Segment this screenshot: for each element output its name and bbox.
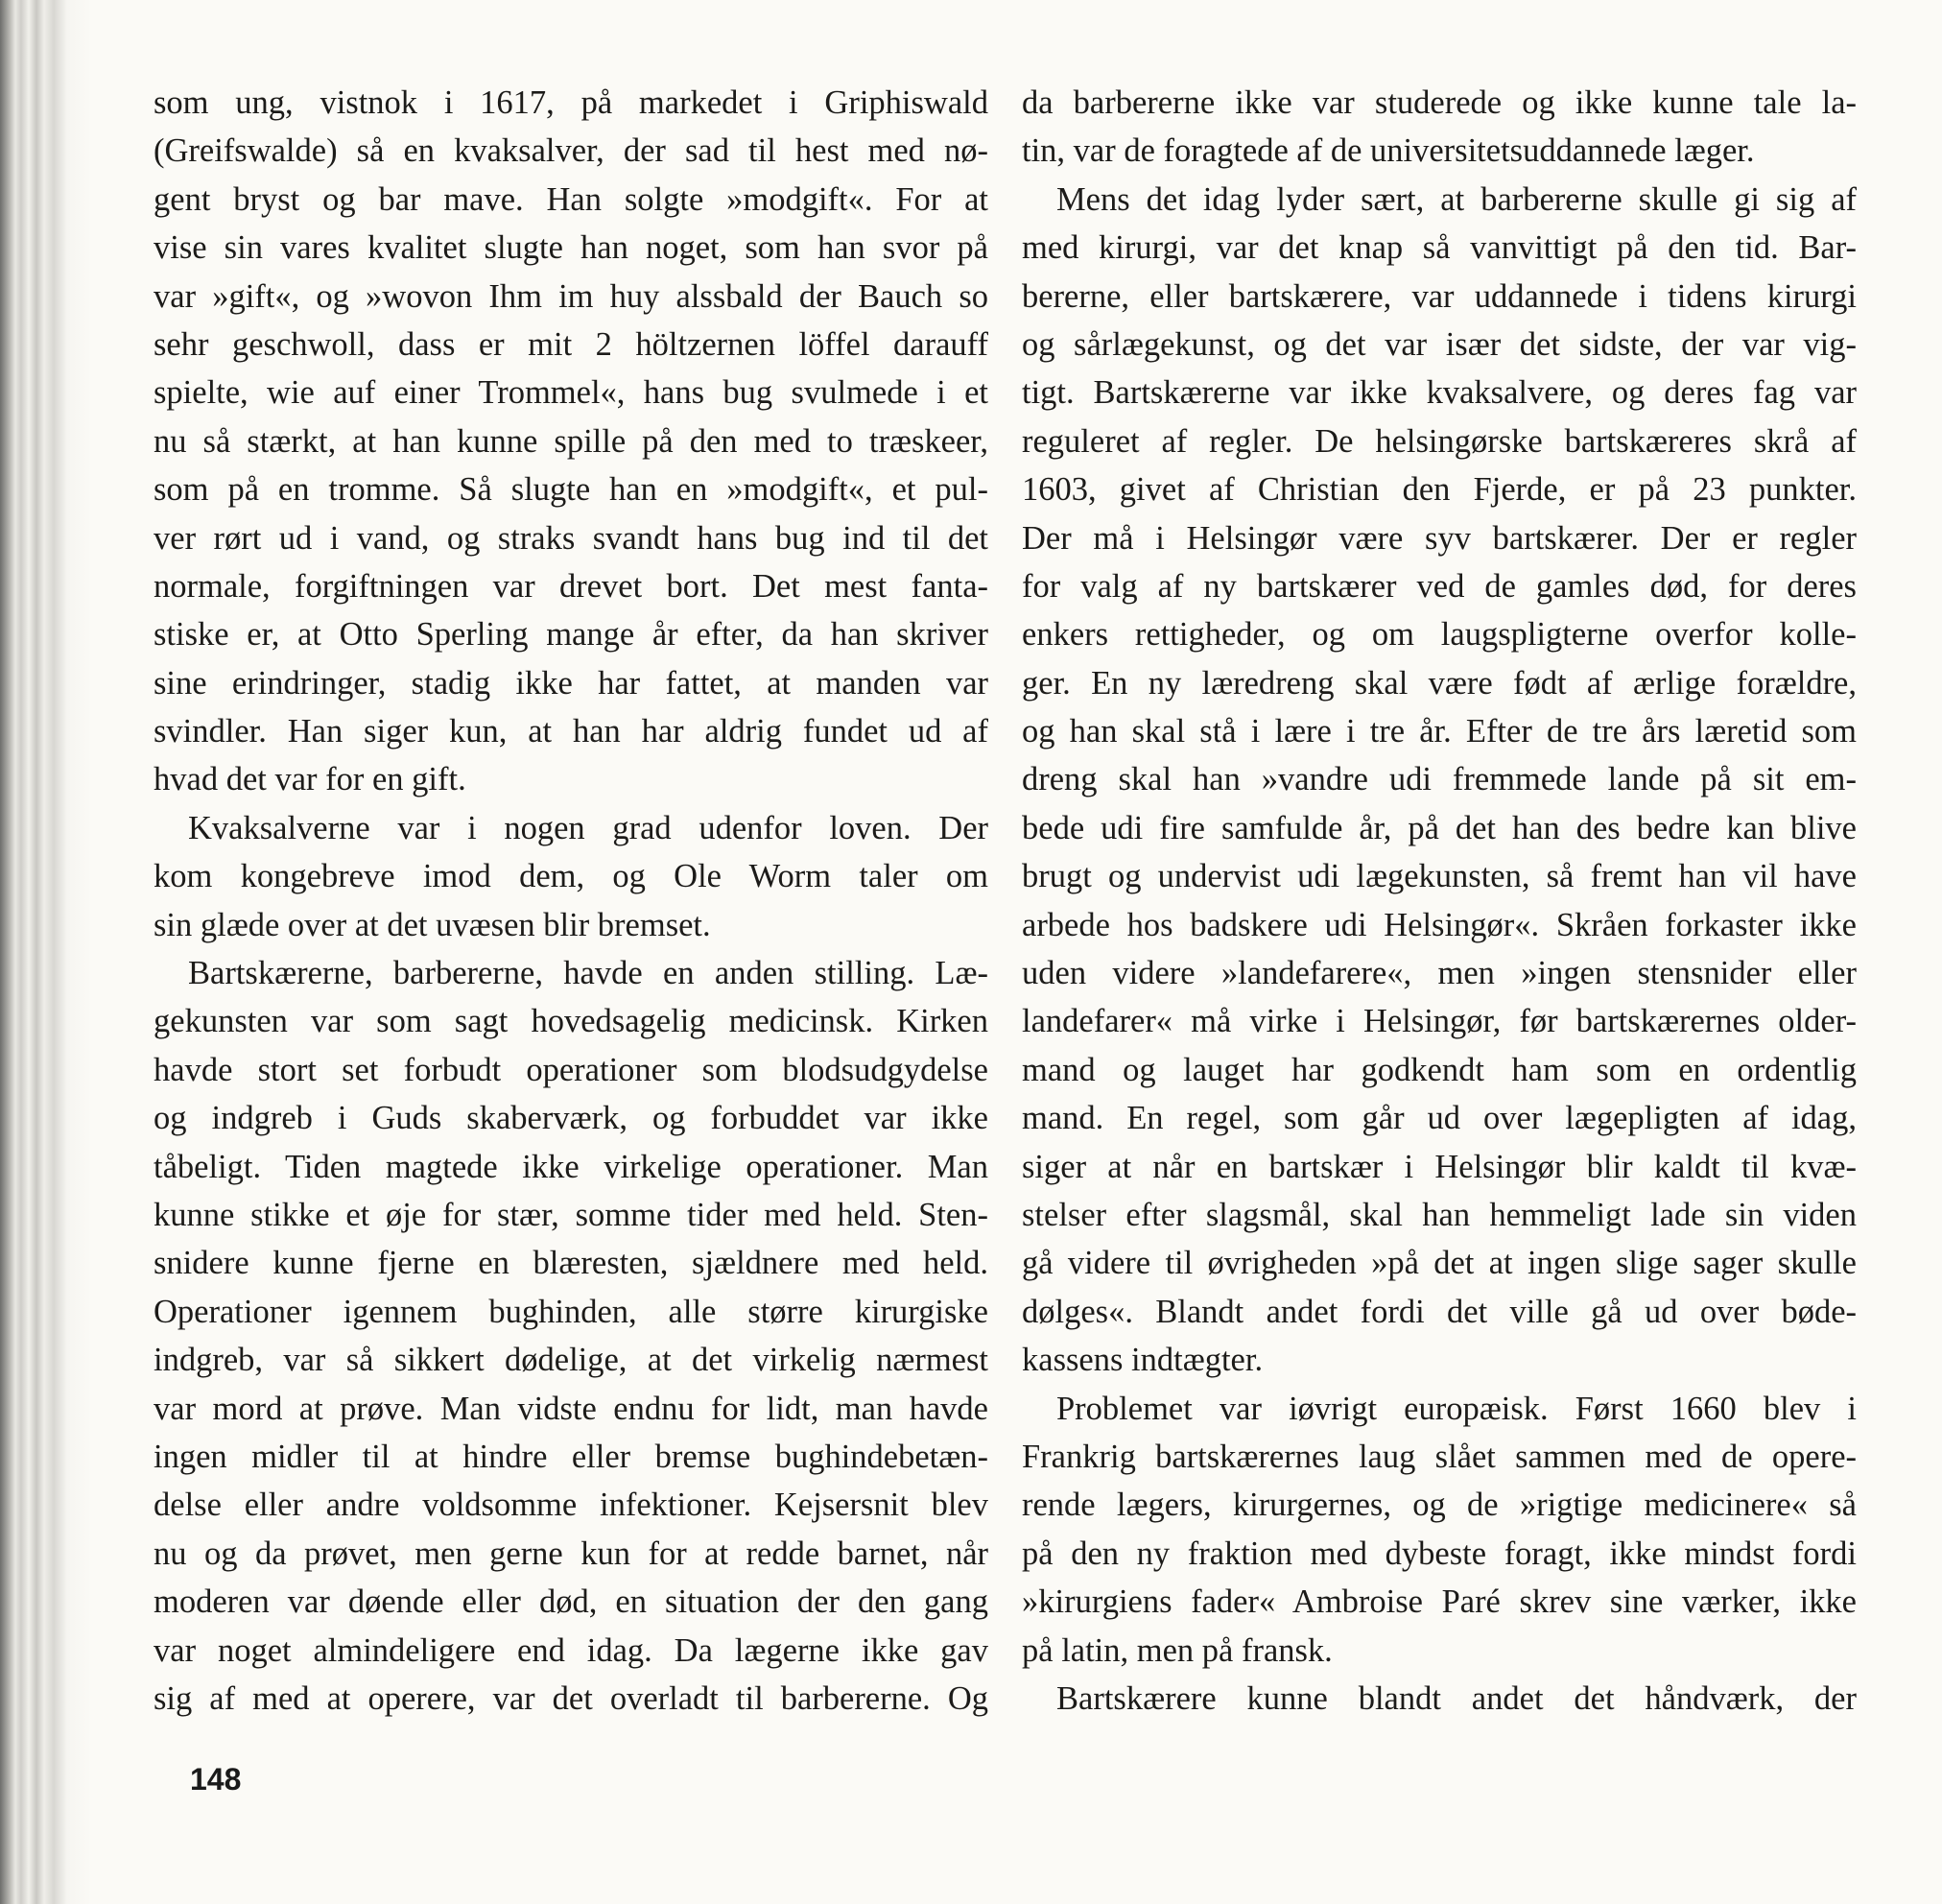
text-line: stelser efter slagsmål, skal han hemmeligt lade sin viden bbox=[1022, 1196, 1857, 1233]
text-line: på den ny fraktion med dybeste foragt, ikke mindst fordi bbox=[1022, 1535, 1857, 1572]
text-line: på latin, men på fransk. bbox=[1022, 1631, 1333, 1669]
text-line: rende lægers, kirurgernes, og de »rigtige medicinere« så bbox=[1022, 1487, 1857, 1524]
text-line: Problemet var iøvrigt europæisk. Først 1660 blev i bbox=[1056, 1390, 1857, 1427]
text-line: gå videre til øvrigheden »på det at ingen slige sager skulle bbox=[1022, 1245, 1857, 1282]
text-line: 1603, givet af Christian den Fjerde, er på 23 punkter. bbox=[1022, 471, 1857, 509]
text-line: stiske er, at Otto Sperling mange år efter, da han skriver bbox=[154, 616, 988, 654]
text-line: (Greifswalde) så en kvaksalver, der sad til hest med nø- bbox=[154, 132, 988, 170]
text-line: kunne stikke et øje for stær, somme tider med held. Sten- bbox=[154, 1196, 988, 1233]
text-line: som på en tromme. Så slugte han en »modgift«, et pul- bbox=[154, 471, 988, 509]
text-line: sin glæde over at det uvæsen blir bremset. bbox=[154, 906, 711, 943]
text-line: delse eller andre voldsomme infektioner. Kejsersnit blev bbox=[154, 1487, 988, 1524]
text-line: sehr geschwoll, dass er mit 2 höltzernen löffel darauff bbox=[154, 325, 988, 363]
left-text-column bbox=[154, 79, 988, 1723]
text-line: snidere kunne fjerne en blæresten, sjældnere med held. bbox=[154, 1245, 988, 1282]
text-line: tåbeligt. Tiden magtede ikke virkelige operationer. Man bbox=[154, 1148, 988, 1185]
text-line: sig af med at operere, var det overladt til barbererne. Og bbox=[154, 1679, 988, 1717]
text-line: gent bryst og bar mave. Han solgte »modgift«. For at bbox=[154, 180, 988, 218]
text-line: landefarer« må virke i Helsingør, før bartskærernes older- bbox=[1022, 1003, 1857, 1040]
text-line: ver rørt ud i vand, og straks svandt hans bug ind til det bbox=[154, 519, 988, 557]
text-line: var »gift«, og »wovon Ihm im huy alssbald der Bauch so bbox=[154, 277, 988, 315]
text-line: som ung, vistnok i 1617, på markedet i Griphiswald bbox=[154, 84, 988, 121]
text-line: var mord at prøve. Man vidste endnu for lidt, man havde bbox=[154, 1390, 988, 1427]
text-line: og indgreb i Guds skaberværk, og forbuddet var ikke bbox=[154, 1100, 988, 1137]
text-line: kassens indtægter. bbox=[1022, 1342, 1264, 1379]
text-line: kom kongebreve imod dem, og Ole Worm taler om bbox=[154, 858, 988, 895]
text-line: Bartskærere kunne blandt andet det håndværk, der bbox=[1056, 1679, 1857, 1717]
text-line: Operationer igennem bughinden, alle større kirurgiske bbox=[154, 1293, 988, 1330]
text-line: Frankrig bartskærernes laug slået sammen med de opere- bbox=[1022, 1438, 1857, 1475]
text-line: siger at når en bartskær i Helsingør blir kaldt til kvæ- bbox=[1022, 1148, 1857, 1185]
text-line: bede udi fire samfulde år, på det han des bedre kan blive bbox=[1022, 809, 1857, 846]
text-line: moderen var døende eller død, en situation der den gang bbox=[154, 1583, 988, 1621]
text-line: med kirurgi, var det knap så vanvittigt på den tid. Bar- bbox=[1022, 229, 1857, 267]
right-text-column bbox=[1022, 79, 1857, 1723]
text-line: dølges«. Blandt andet fordi det ville gå ud over bøde- bbox=[1022, 1293, 1857, 1330]
text-line: normale, forgiftningen var drevet bort. Det mest fanta- bbox=[154, 567, 988, 605]
text-line: mand. En regel, som går ud over lægepligten af idag, bbox=[1022, 1100, 1857, 1137]
text-line: vise sin vares kvalitet slugte han noget, som han svor på bbox=[154, 229, 988, 267]
text-line: hvad det var for en gift. bbox=[154, 761, 466, 798]
text-line: mand og lauget har godkendt ham som en ordentlig bbox=[1022, 1051, 1857, 1088]
text-line: bererne, eller bartskærere, var uddannede i tidens kirurgi bbox=[1022, 277, 1857, 315]
text-line: nu og da prøvet, men gerne kun for at redde barnet, når bbox=[154, 1535, 988, 1572]
text-line: nu så stærkt, at han kunne spille på den med to træskeer, bbox=[154, 422, 988, 460]
text-line: tin, var de foragtede af de universitetsuddannede læger. bbox=[1022, 132, 1755, 170]
text-line: ger. En ny læredreng skal være født af ærlige forældre, bbox=[1022, 664, 1857, 702]
text-line: Mens det idag lyder sært, at barbererne skulle gi sig af bbox=[1056, 180, 1857, 218]
text-line: indgreb, var så sikkert dødelige, at det virkelig nærmest bbox=[154, 1342, 988, 1379]
text-line: spielte, wie auf einer Trommel«, hans bug svulmede i et bbox=[154, 374, 988, 412]
text-line: Kvaksalverne var i nogen grad udenfor loven. Der bbox=[188, 809, 988, 846]
text-line: gekunsten var som sagt hovedsagelig medicinsk. Kirken bbox=[154, 1003, 988, 1040]
text-line: »kirurgiens fader« Ambroise Paré skrev sine værker, ikke bbox=[1022, 1583, 1857, 1621]
text-line: dreng skal han »vandre udi fremmede lande på sit em- bbox=[1022, 761, 1857, 798]
text-line: sine erindringer, stadig ikke har fattet, at manden var bbox=[154, 664, 988, 702]
text-line: Der må i Helsingør være syv bartskærer. Der er regler bbox=[1022, 519, 1857, 557]
text-line: enkers rettigheder, og om laugspligterne overfor kolle- bbox=[1022, 616, 1857, 654]
text-line: tigt. Bartskærerne var ikke kvaksalvere, og deres fag var bbox=[1022, 374, 1857, 412]
text-line: svindler. Han siger kun, at han har aldrig fundet ud af bbox=[154, 713, 988, 750]
text-line: for valg af ny bartskærer ved de gamles død, for deres bbox=[1022, 567, 1857, 605]
text-line: var noget almindeligere end idag. Da lægerne ikke gav bbox=[154, 1631, 988, 1669]
text-line: arbede hos badskere udi Helsingør«. Skråen forkaster ikke bbox=[1022, 906, 1857, 943]
text-line: reguleret af regler. De helsingørske bartskæreres skrå af bbox=[1022, 422, 1857, 460]
text-line: brugt og undervist udi lægekunsten, så fremt han vil have bbox=[1022, 858, 1857, 895]
text-line: og sårlægekunst, og det var især det sidste, der var vig- bbox=[1022, 325, 1857, 363]
text-line: uden videre »landefarere«, men »ingen stensnider eller bbox=[1022, 955, 1857, 992]
text-line: da barbererne ikke var studerede og ikke kunne tale la- bbox=[1022, 84, 1857, 121]
text-line: havde stort set forbudt operationer som blodsudgydelse bbox=[154, 1051, 988, 1088]
text-line: Bartskærerne, barbererne, havde en anden stilling. Læ- bbox=[188, 955, 988, 992]
text-line: og han skal stå i lære i tre år. Efter de tre års læretid som bbox=[1022, 713, 1857, 750]
page-number: 148 bbox=[190, 1762, 242, 1797]
book-binding-gutter bbox=[0, 0, 92, 1904]
text-line: ingen midler til at hindre eller bremse bughindebetæn- bbox=[154, 1438, 988, 1475]
